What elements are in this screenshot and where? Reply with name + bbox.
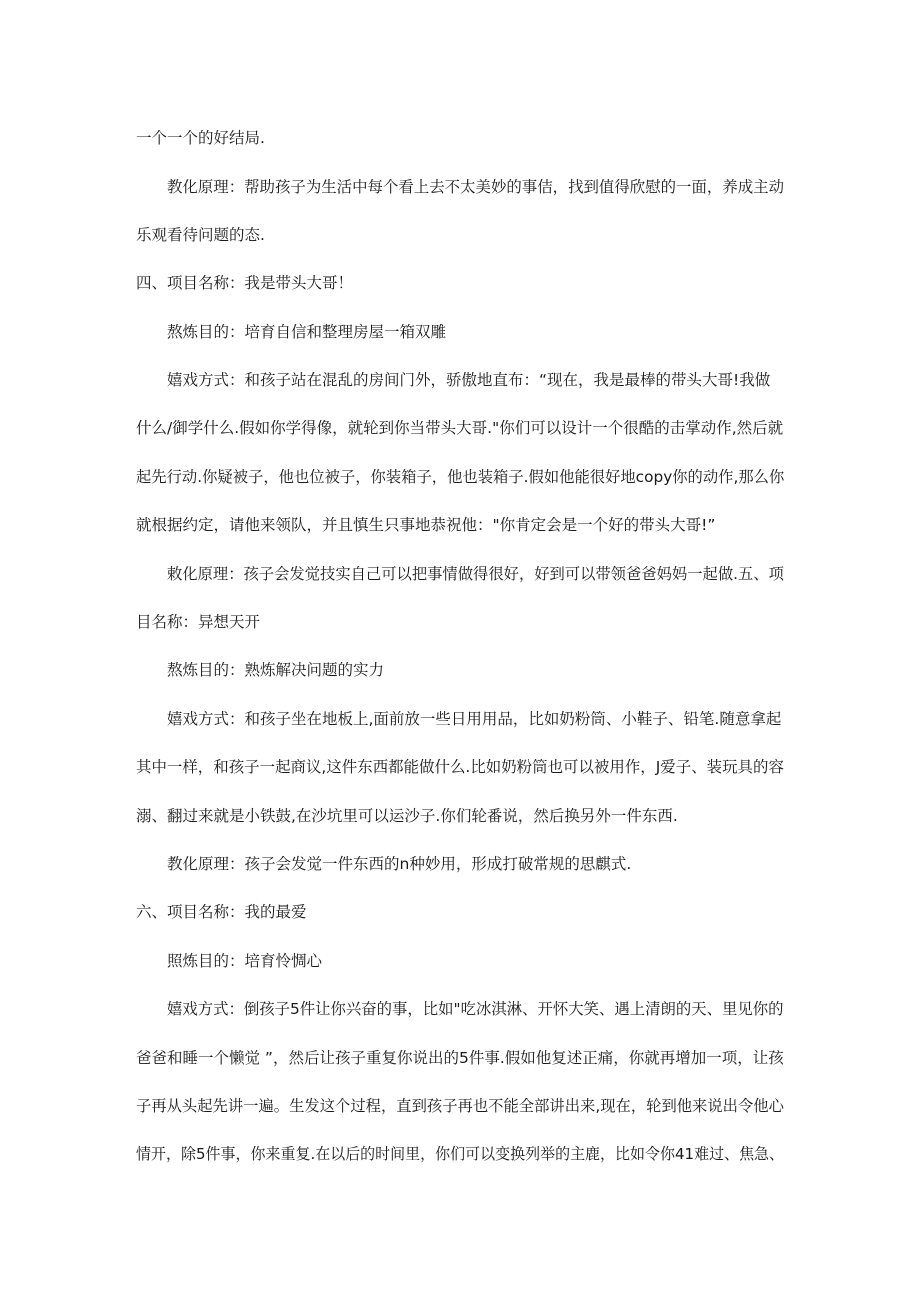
text-line: 教化原理：孩子会发觉一件东西的n种妙用，形成打破常规的思麒式. <box>167 855 632 873</box>
text-line: 溺、翻过来就是小铁鼓,在沙坑里可以运沙子.你们轮番说，然后换另外一件东西. <box>136 807 678 825</box>
text-line: 目名称：异想天开 <box>136 613 261 631</box>
text-line: 乐观看待问题的态. <box>136 226 265 244</box>
text-line: 什么/御学什么.假如你学得像，就轮到你当带头大哥."你们可以设计一个很酷的击掌动作,然后就 <box>136 419 784 437</box>
text-line: 就根据约定，请他来领队，并且慎生只事地恭祝他："你肯定会是一个好的带头大哥!” <box>136 516 716 534</box>
text-line: 照炼目的：培育怜惆心 <box>167 952 323 970</box>
text-line: 一个一个的好结局. <box>136 129 265 147</box>
text-line: 情开，除5件事，你来重复.在以后的时间里，你们可以变换列举的主鹿，比如令你41难过、焦急、 <box>136 1145 785 1163</box>
text-line: 爸爸和睡一个懒觉 ”，然后让孩子重复你说出的5件事.假如他复述正痛，你就再增加一项，让孩 <box>136 1049 784 1067</box>
text-line: 嬉戏方式：和孩子坐在地板上,面前放一些日用用品，比如奶粉筒、小鞋子、铅笔.随意拿起 <box>167 710 782 728</box>
text-line: 其中一样，和孩子一起商议,这件东西都能做什么.比如奶粉筒也可以被用作，J爱子、装玩具的容 <box>136 758 784 776</box>
section-heading: 六、项目名称：我的最爱 <box>136 903 307 921</box>
text-line: 敕化原理：孩子会发觉技实自己可以把事情做得很好，好到可以带领爸爸妈妈一起做.五、项 <box>167 565 784 583</box>
section-heading: 四、项目名称：我是带头大哥！ <box>136 274 354 292</box>
text-line: 子再从头起先讲一遍。生发这个过程，直到孩子再也不能全部讲出来,现在，轮到他来说出令他心 <box>136 1097 784 1115</box>
text-line: 起先行动.你疑被子，他也位被子，你装箱子，他也装箱子.假如他能很好地copy你的动作,那么你 <box>136 468 785 486</box>
text-line: 熬炼目的：培育自信和整理房屋一箱双雕 <box>167 323 447 341</box>
text-line: 嬉戏方式：倒孩子5件让你兴奋的事，比如"吃冰淇淋、开怀大笑、遇上清朗的天、里见你的 <box>167 1000 784 1018</box>
text-line: 嬉戏方式：和孩子站在混乱的房间门外，骄傲地直布：“现在，我是最棒的带头大哥!我做 <box>167 371 771 389</box>
text-line: 教化原理：帮助孩子为生活中每个看上去不太美妙的事佶，找到值得欣慰的一面，养成主动 <box>167 178 785 196</box>
text-line: 熬炼目的：熟炼解决问题的实力 <box>167 661 385 679</box>
